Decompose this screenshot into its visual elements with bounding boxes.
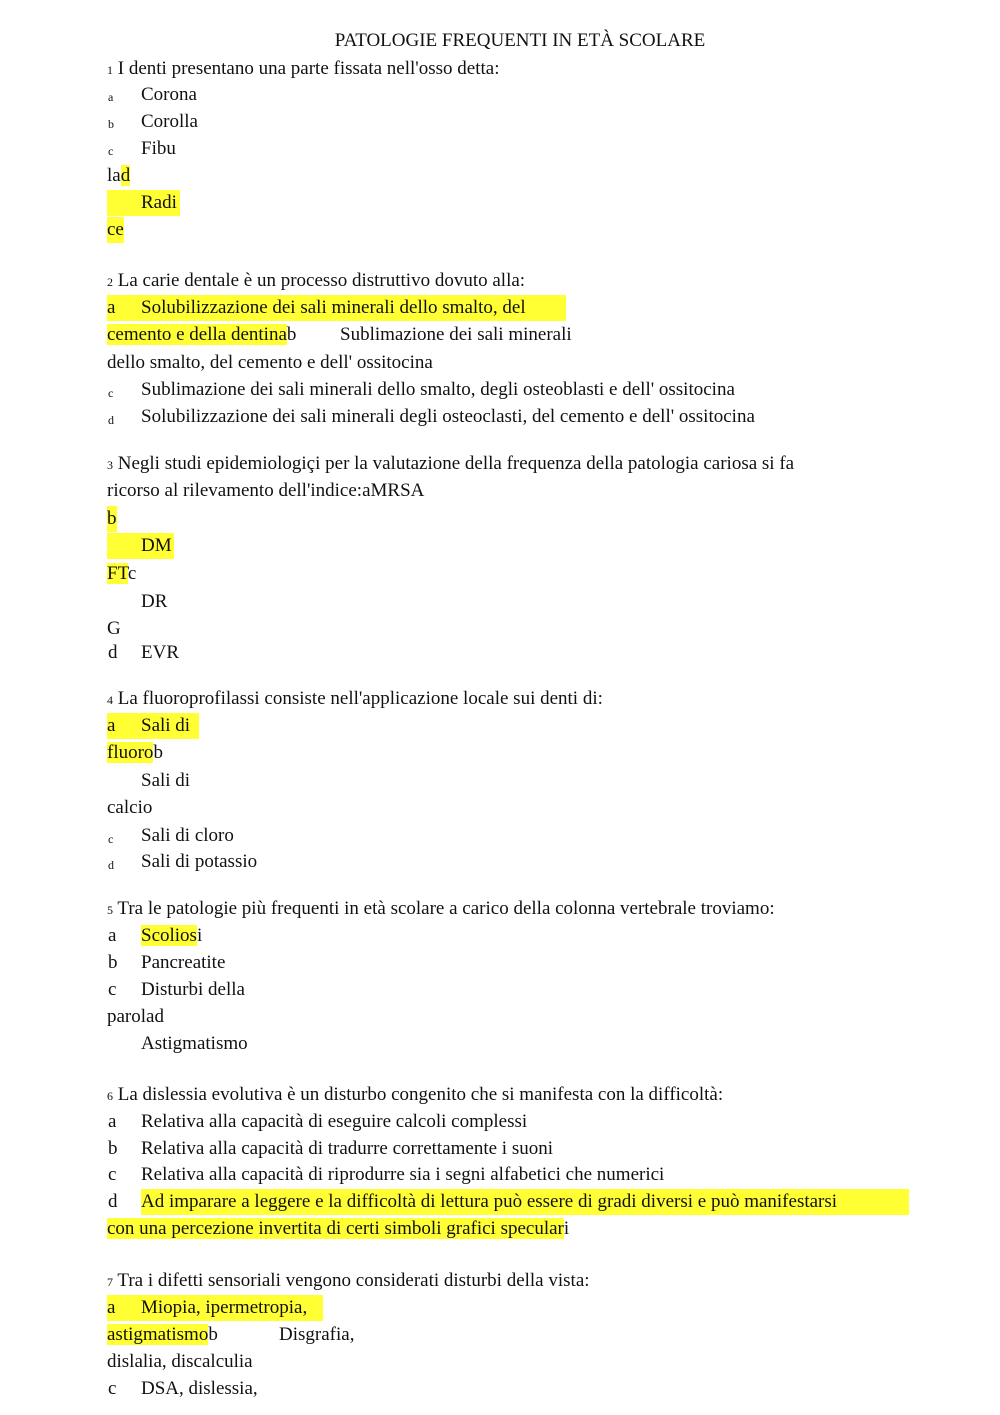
option-letter: d (108, 858, 114, 872)
option-b: Relativa alla capacità di tradurre correttamente i suoni (141, 1138, 553, 1159)
option-c-tail: parolad (107, 1006, 164, 1027)
option-d-correct: Radi (107, 190, 180, 216)
option-d-correct: Ad imparare a leggere e la difficoltà di lettura può essere di gradi diversi e può manifestarsi (141, 1189, 909, 1215)
option-d-tail: ce (107, 217, 124, 243)
option-b: Pancreatite (141, 952, 226, 973)
question-number: 6 (107, 1089, 113, 1103)
question-text: La carie dentale è un processo distruttivo dovuto alla: (117, 270, 526, 291)
option-letter: a (107, 715, 116, 736)
option-a-correct: a Sali di (107, 713, 199, 739)
option-letter: d (108, 642, 118, 663)
option-letter: a (107, 1297, 116, 1318)
option-c: DR (141, 591, 168, 612)
question-number: 2 (107, 275, 113, 289)
option-letter: b (108, 952, 118, 973)
option-letter: a (108, 90, 114, 104)
option-letter: b (108, 117, 114, 131)
option-d: Sali di potassio (141, 851, 258, 872)
option-b-line2: calcio (107, 797, 153, 818)
option-c-tail: G (107, 618, 121, 639)
option-c-tail: lad (107, 165, 131, 186)
option-letter: c (127, 563, 137, 584)
option-letter: a (108, 925, 117, 946)
option-letter: d (108, 1191, 118, 1212)
question-number: 5 (107, 903, 113, 917)
option-letter: b (286, 324, 297, 345)
question-2 (107, 268, 525, 295)
option-letter: c (108, 979, 117, 1000)
option-a: Relativa alla capacità di eseguire calcoli complessi (141, 1111, 528, 1132)
option-letter: b (208, 1324, 218, 1345)
option-c: Sublimazione dei sali minerali dello smalto, degli osteoblasti e dell' ossitocina (141, 379, 735, 400)
option-b: Disgrafia, (279, 1324, 355, 1345)
question-number: 7 (107, 1275, 113, 1289)
option-a-line2: cemento e della dentinab (107, 324, 297, 345)
question-text: Tra le patologie più frequenti in età scolare a carico della colonna vertebrale troviamo: (117, 898, 775, 919)
option-letter: c (108, 386, 114, 400)
question-text: I denti presentano una parte fissata nell'osso detta: (117, 58, 500, 79)
option-a: Corona (141, 84, 197, 105)
option-b: Sublimazione dei sali minerali (340, 324, 572, 345)
option-b-line2: dello smalto, del cemento e dell' ossitocina (107, 352, 433, 373)
option-b: Corolla (141, 111, 198, 132)
option-c: DSA, dislessia, (141, 1378, 258, 1399)
option-letter: b (108, 1138, 118, 1159)
option-letter: c (108, 1378, 117, 1399)
option-a-correct: a Miopia, ipermetropia, (107, 1295, 323, 1321)
option-letter: c (108, 144, 114, 158)
option-d: Solubilizzazione dei sali minerali degli osteoclasti, del cemento e dell' ossitocina (141, 406, 755, 427)
question-text: La fluoroprofilassi consiste nell'applicazione locale sui denti di: (117, 688, 603, 709)
option-a-correct: a Solubilizzazione dei sali minerali dello smalto, del (107, 295, 566, 321)
option-b-tail: FTc (107, 563, 137, 584)
option-letter: d (120, 165, 131, 186)
option-d: Astigmatismo (141, 1033, 248, 1054)
question-6 (107, 1082, 723, 1109)
option-c: Disturbi della (141, 979, 245, 1000)
question-7 (107, 1268, 590, 1295)
option-letter: b (153, 742, 163, 763)
option-letter: c (108, 1164, 117, 1185)
option-letter: c (108, 832, 114, 846)
question-5 (107, 896, 775, 923)
option-letter: a (107, 297, 116, 318)
option-d: EVR (141, 642, 179, 663)
question-text: La dislessia evolutiva è un disturbo congenito che si manifesta con la difficoltà: (117, 1084, 724, 1105)
question-number: 4 (107, 693, 113, 707)
option-letter: b (107, 506, 117, 532)
question-1 (107, 56, 499, 83)
option-d-line2: con una percezione invertita di certi simboli grafici speculari (107, 1218, 570, 1239)
question-4 (107, 686, 603, 713)
option-letter: d (154, 1006, 164, 1027)
question-number: 1 (107, 63, 113, 77)
question-3 (107, 451, 794, 478)
page-title: PATOLOGIE FREQUENTI IN ETÀ SCOLARE (334, 30, 706, 51)
option-c: Sali di cloro (141, 825, 234, 846)
option-b-line2: dislalia, discalculia (107, 1351, 253, 1372)
option-c: Fibu (141, 138, 176, 159)
question-number: 3 (107, 458, 113, 472)
option-a-line2: fluorob (107, 742, 163, 763)
option-letter: d (108, 413, 114, 427)
question-text: Tra i difetti sensoriali vengono considerati disturbi della vista: (117, 1270, 590, 1291)
option-a-line2: astigmatismob (107, 1324, 218, 1345)
question-3-line2: ricorso al rilevamento dell'indice:aMRSA (107, 480, 425, 501)
option-a-correct: Scoliosi (141, 925, 203, 946)
option-letter: a (108, 1111, 117, 1132)
option-a: MRSA (370, 480, 425, 501)
option-letter: a (362, 480, 371, 501)
option-b-correct: DM (107, 533, 174, 559)
option-b: Sali di (141, 770, 191, 791)
option-c: Relativa alla capacità di riprodurre sia i segni alfabetici che numerici (141, 1164, 665, 1185)
question-text: Negli studi epidemiologiçi per la valutazione della frequenza della patologia cariosa si fa (117, 453, 795, 474)
